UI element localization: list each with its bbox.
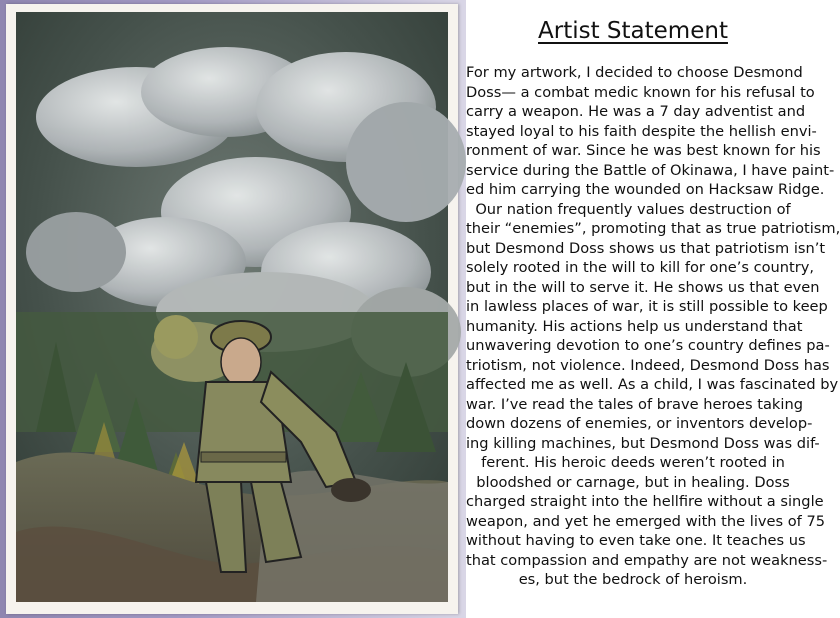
statement-line: charged straight into the hellfire without a single	[466, 493, 824, 510]
statement-line: bloodshed or carnage, but in healing. Doss	[476, 473, 790, 491]
statement-line: weapon, and yet he emerged with the lives of 75	[466, 512, 826, 530]
statement-line: down dozens of enemies, or inventors develop-	[466, 415, 813, 432]
statement-line: war. I’ve read the tales of brave heroes taking	[466, 395, 803, 413]
statement-line: but in the will to serve it. He shows us that even	[466, 278, 820, 296]
statement-line: without having to even take one. It teaches us	[466, 532, 806, 549]
painting-desmond-doss	[16, 12, 448, 602]
artist-statement-panel	[466, 0, 840, 618]
statement-line: Our nation frequently values destruction of	[475, 200, 791, 218]
statement-line: ferent. His heroic deeds weren’t rooted in	[481, 454, 785, 471]
statement-line: their “enemies”, promoting that as true patriotism,	[466, 220, 840, 237]
statement-line: that compassion and empathy are not weakness-	[466, 551, 828, 569]
statement-line: solely rooted in the will to kill for one’s country,	[466, 259, 815, 276]
statement-title: Artist Statement	[538, 18, 728, 44]
watercolor-paper	[6, 4, 458, 614]
statement-body	[466, 63, 840, 590]
statement-line: in lawless places of war, it is still possible to keep	[466, 298, 828, 315]
statement-line: ronment of war. Since he was best known for his	[466, 142, 821, 159]
statement-line: ing killing machines, but Desmond Doss was dif-	[466, 434, 820, 452]
statement-line: Doss— a combat medic known for his refusal to	[466, 83, 815, 101]
statement-line: triotism, not violence. Indeed, Desmond Doss has	[466, 356, 830, 374]
statement-line: es, but the bedrock of heroism.	[518, 571, 748, 588]
statement-line: carry a weapon. He was a 7 day adventist and	[466, 103, 806, 120]
statement-line: but Desmond Doss shows us that patriotism isn’t	[466, 239, 826, 257]
statement-line: humanity. His actions help us understand that	[466, 317, 803, 335]
statement-line: service during the Battle of Okinawa, I have paint-	[466, 161, 835, 179]
statement-line: stayed loyal to his faith despite the hellish envi-	[466, 122, 817, 140]
statement-line: unwavering devotion to one’s country defines pa-	[466, 337, 830, 354]
painting-svg	[16, 12, 448, 602]
statement-line: affected me as well. As a child, I was fascinated by	[466, 376, 839, 393]
statement-line: For my artwork, I decided to choose Desmond	[466, 64, 803, 81]
statement-line: ed him carrying the wounded on Hacksaw Ridge.	[466, 181, 825, 198]
